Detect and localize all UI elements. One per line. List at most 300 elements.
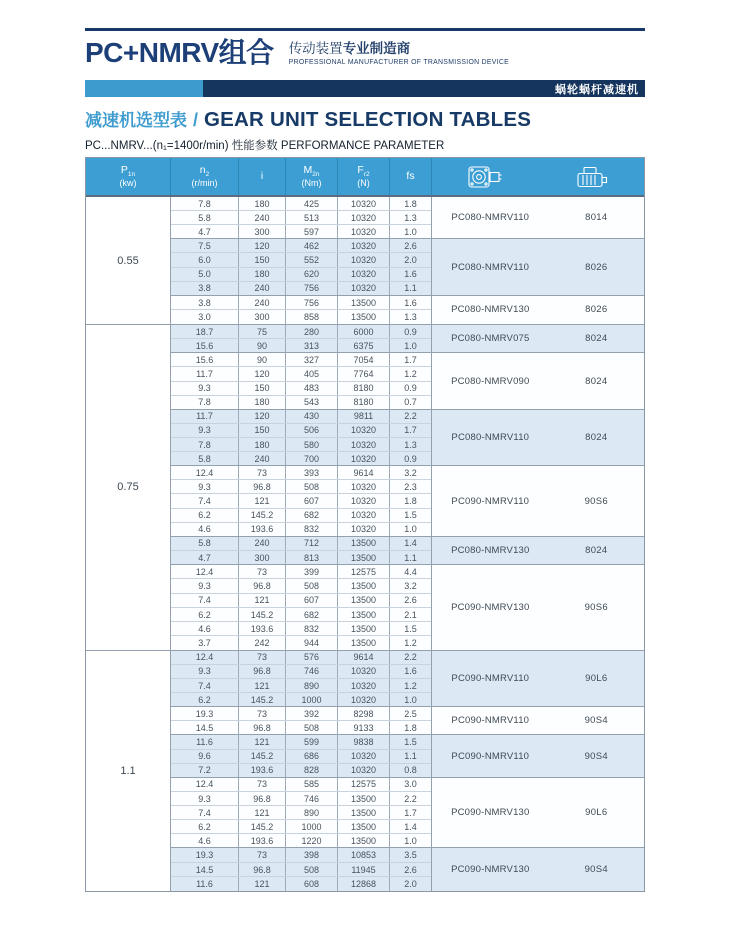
value-cell: 3.8 [171, 296, 239, 310]
value-cell: 608 [286, 877, 338, 890]
value-cell: 3.5 [404, 850, 417, 861]
value-cell: 180 [239, 438, 286, 451]
value-cell: 890 [286, 806, 338, 819]
table-row [171, 466, 431, 480]
value-cell: 3.2 [404, 580, 417, 591]
value-cell: 8298 [338, 707, 390, 720]
value-cell: 240 [239, 211, 286, 224]
motor-size-code: 8024 [585, 375, 608, 387]
gearbox-icon [467, 165, 503, 189]
brand-tagline [289, 41, 509, 67]
value-cell: 620 [286, 268, 338, 281]
table-row [171, 594, 431, 608]
value-cell: 6.2 [171, 509, 239, 522]
value-cell: 607 [286, 594, 338, 607]
value-cell: 150 [239, 424, 286, 437]
value-cell: 180 [239, 197, 286, 210]
banner-category-label: 蜗轮蜗杆减速机 [203, 80, 645, 97]
value-cell: 19.3 [171, 707, 239, 720]
gear-unit-model: PC090-NMRV110 [451, 715, 530, 727]
value-cell: 483 [286, 382, 338, 395]
value-cell: 96.8 [239, 480, 286, 493]
value-cell: 13500 [338, 310, 390, 324]
gear-unit-model: PC090-NMRV130 [451, 807, 530, 819]
value-cell: 8180 [338, 382, 390, 395]
motor-size-code: 90S4 [584, 750, 608, 762]
value-cell: 2.1 [404, 609, 417, 620]
group-rows [171, 325, 432, 352]
page-title-separator: / [193, 110, 199, 130]
value-cell: 9614 [338, 466, 390, 479]
value-cell: 0.9 [404, 453, 417, 464]
group-rows [171, 353, 432, 408]
power-section [86, 197, 644, 325]
model-group [171, 197, 644, 239]
value-cell: 15.6 [171, 353, 239, 366]
table-row [171, 863, 431, 877]
value-cell: 2.2 [404, 793, 417, 804]
value-cell: 393 [286, 466, 338, 479]
table-row [171, 820, 431, 834]
group-rows [171, 848, 432, 890]
value-cell: 1.0 [404, 524, 417, 535]
model-group [171, 735, 644, 777]
value-cell: 9.3 [171, 665, 239, 678]
value-cell: 73 [239, 848, 286, 861]
value-cell: 1.2 [404, 368, 417, 379]
value-cell: 508 [286, 579, 338, 592]
value-cell: 513 [286, 211, 338, 224]
value-cell: 11945 [338, 863, 390, 876]
value-cell: 1.7 [404, 425, 417, 436]
motor-size-code: 90L6 [585, 673, 608, 685]
value-cell: 0.9 [404, 383, 417, 394]
group-rows [171, 778, 432, 848]
table-row [171, 494, 431, 508]
value-cell: 10320 [338, 750, 390, 763]
value-cell: 1.5 [404, 737, 417, 748]
model-group [171, 537, 644, 565]
value-cell: 405 [286, 367, 338, 380]
value-cell: 14.5 [171, 863, 239, 876]
value-cell: 10320 [338, 679, 390, 692]
value-cell: 242 [239, 636, 286, 649]
value-cell: 3.0 [171, 310, 239, 324]
value-cell: 9.3 [171, 382, 239, 395]
page-title-cn: 减速机选型表 [85, 111, 187, 130]
value-cell: 121 [239, 806, 286, 819]
value-cell: 10320 [338, 438, 390, 451]
col-header-units [432, 158, 644, 195]
table-row [171, 665, 431, 679]
col-header-power: $P_{1n}$ (kw) [86, 158, 171, 195]
value-cell: 700 [286, 452, 338, 465]
model-group [171, 466, 644, 537]
value-cell: 73 [239, 707, 286, 720]
value-cell: 599 [286, 735, 338, 748]
value-cell: 240 [239, 452, 286, 465]
value-cell: 506 [286, 424, 338, 437]
value-cell: 7.4 [171, 679, 239, 692]
value-cell: 240 [239, 296, 286, 310]
value-cell: 90 [239, 339, 286, 352]
value-cell: 4.7 [171, 551, 239, 564]
value-cell: 3.8 [171, 282, 239, 295]
value-cell: 828 [286, 764, 338, 777]
unit-cell [432, 848, 644, 890]
value-cell: 18.7 [171, 325, 239, 338]
value-cell: 0.9 [404, 326, 417, 337]
value-cell: 9.3 [171, 424, 239, 437]
value-cell: 682 [286, 608, 338, 621]
table-row [171, 268, 431, 282]
gear-unit-model: PC080-NMRV110 [451, 212, 530, 224]
value-cell: 890 [286, 679, 338, 692]
value-cell: 858 [286, 310, 338, 324]
value-cell: 0.7 [404, 397, 417, 408]
table-row [171, 382, 431, 396]
value-cell: 832 [286, 523, 338, 536]
value-cell: 813 [286, 551, 338, 564]
table-row [171, 834, 431, 847]
page-title [85, 106, 645, 132]
value-cell: 7.4 [171, 494, 239, 507]
unit-cell [432, 325, 644, 352]
value-cell: 12575 [338, 565, 390, 578]
value-cell: 12.4 [171, 651, 239, 664]
value-cell: 145.2 [239, 693, 286, 706]
motor-size-code: 90S4 [584, 715, 608, 727]
value-cell: 121 [239, 877, 286, 890]
table-row [171, 296, 431, 311]
motor-icon [573, 165, 609, 189]
table-row [171, 239, 431, 253]
value-cell: 1220 [286, 834, 338, 847]
value-cell: 5.8 [171, 537, 239, 550]
value-cell: 756 [286, 282, 338, 295]
value-cell: 552 [286, 253, 338, 266]
value-cell: 462 [286, 239, 338, 252]
gear-unit-model: PC090-NMRV130 [451, 601, 530, 613]
value-cell: 96.8 [239, 579, 286, 592]
table-row [171, 608, 431, 622]
value-cell: 13500 [338, 622, 390, 635]
table-header-row [86, 158, 644, 197]
value-cell: 13500 [338, 608, 390, 621]
value-cell: 313 [286, 339, 338, 352]
value-cell: 9614 [338, 651, 390, 664]
gear-unit-model: PC090-NMRV110 [451, 495, 530, 507]
tagline-en: PROFESSIONAL MANUFACTURER OF TRANSMISSION DEVICE [288, 59, 510, 66]
value-cell: 7.8 [171, 438, 239, 451]
value-cell: 1.1 [404, 751, 417, 762]
table-row [171, 565, 431, 579]
model-group [171, 565, 644, 650]
value-cell: 10320 [338, 211, 390, 224]
table-row [171, 679, 431, 693]
value-cell: 508 [286, 721, 338, 734]
table-row [171, 197, 431, 211]
value-cell: 10853 [338, 848, 390, 861]
value-cell: 1.6 [404, 666, 417, 677]
value-cell: 1.5 [404, 623, 417, 634]
value-cell: 10320 [338, 282, 390, 295]
value-cell: 5.0 [171, 268, 239, 281]
value-cell: 240 [239, 537, 286, 550]
value-cell: 7.4 [171, 594, 239, 607]
table-row [171, 325, 431, 339]
value-cell: 13500 [338, 551, 390, 564]
model-group [171, 848, 644, 890]
value-cell: 0.8 [404, 765, 417, 776]
value-cell: 145.2 [239, 608, 286, 621]
value-cell: 11.6 [171, 877, 239, 890]
unit-cell [432, 651, 644, 706]
model-group [171, 296, 644, 324]
value-cell: 1.1 [404, 283, 417, 294]
tagline-cn: 传动装置专业制造商 [288, 40, 411, 56]
value-cell: 1.3 [404, 212, 417, 223]
value-cell: 120 [239, 239, 286, 252]
table-row [171, 452, 431, 465]
table-row [171, 410, 431, 424]
value-cell: 1.2 [404, 638, 417, 649]
value-cell: 12.4 [171, 778, 239, 791]
value-cell: 193.6 [239, 523, 286, 536]
unit-cell [432, 466, 644, 536]
table-row [171, 622, 431, 636]
value-cell: 1.4 [404, 538, 417, 549]
value-cell: 300 [239, 225, 286, 238]
value-cell: 9838 [338, 735, 390, 748]
value-cell: 2.2 [404, 652, 417, 663]
value-cell: 4.6 [171, 622, 239, 635]
value-cell: 9.3 [171, 480, 239, 493]
group-rows [171, 651, 432, 706]
power-section [86, 651, 644, 891]
page-title-en: GEAR UNIT SELECTION TABLES [204, 108, 532, 131]
model-groups [171, 651, 644, 891]
value-cell: 4.6 [171, 834, 239, 847]
value-cell: 2.6 [404, 864, 417, 875]
value-cell: 1.8 [404, 496, 417, 507]
value-cell: 1.3 [404, 312, 417, 323]
gear-unit-model: PC080-NMRV110 [451, 432, 530, 443]
value-cell: 10320 [338, 509, 390, 522]
table-subtitle: PC...NMRV...(n₁=1400r/min) 性能参数 PERFORMANCE PARAMETER [85, 140, 445, 152]
power-value: 1.1 [86, 651, 171, 891]
motor-size-code: 8026 [585, 304, 608, 316]
value-cell: 12.4 [171, 565, 239, 578]
value-cell: 1.6 [404, 269, 417, 280]
value-cell: 9.3 [171, 579, 239, 592]
model-group [171, 239, 644, 295]
value-cell: 425 [286, 197, 338, 210]
col-header-radial-load: $F_{r2}$ (N) [338, 158, 390, 195]
value-cell: 10320 [338, 239, 390, 252]
value-cell: 280 [286, 325, 338, 338]
value-cell: 1.5 [404, 510, 417, 521]
value-cell: 430 [286, 410, 338, 423]
banner-accent-block [85, 80, 203, 97]
unit-cell [432, 778, 644, 848]
value-cell: 13500 [338, 636, 390, 649]
group-rows [171, 296, 432, 324]
value-cell: 11.6 [171, 735, 239, 748]
motor-size-code: 90S6 [584, 601, 608, 613]
value-cell: 10320 [338, 523, 390, 536]
value-cell: 11.7 [171, 367, 239, 380]
value-cell: 10320 [338, 424, 390, 437]
table-row [171, 651, 431, 665]
value-cell: 1000 [286, 693, 338, 706]
table-row [171, 438, 431, 452]
value-cell: 13500 [338, 594, 390, 607]
value-cell: 682 [286, 509, 338, 522]
table-row [171, 211, 431, 225]
value-cell: 2.2 [404, 411, 417, 422]
page-header [85, 39, 645, 67]
value-cell: 10320 [338, 693, 390, 706]
table-row [171, 848, 431, 862]
value-cell: 2.6 [404, 240, 417, 251]
group-rows [171, 707, 432, 734]
value-cell: 96.8 [239, 792, 286, 805]
model-group [171, 325, 644, 353]
value-cell: 7764 [338, 367, 390, 380]
value-cell: 193.6 [239, 764, 286, 777]
gear-unit-model: PC090-NMRV110 [451, 673, 530, 685]
value-cell: 399 [286, 565, 338, 578]
value-cell: 4.4 [404, 566, 417, 577]
value-cell: 13500 [338, 806, 390, 819]
group-rows [171, 410, 432, 465]
value-cell: 10320 [338, 665, 390, 678]
value-cell: 9811 [338, 410, 390, 423]
value-cell: 5.8 [171, 452, 239, 465]
table-row [171, 424, 431, 438]
value-cell: 12575 [338, 778, 390, 791]
table-row [171, 523, 431, 536]
value-cell: 12.4 [171, 466, 239, 479]
table-row [171, 367, 431, 381]
model-group [171, 707, 644, 735]
value-cell: 2.5 [404, 708, 417, 719]
group-rows [171, 466, 432, 536]
value-cell: 121 [239, 594, 286, 607]
value-cell: 145.2 [239, 750, 286, 763]
value-cell: 13500 [338, 820, 390, 833]
table-row [171, 764, 431, 777]
table-row [171, 551, 431, 564]
model-group [171, 651, 644, 707]
motor-size-code: 90S6 [584, 495, 608, 507]
value-cell: 8180 [338, 396, 390, 409]
motor-size-code: 90S4 [584, 864, 608, 876]
value-cell: 944 [286, 636, 338, 649]
power-value: 0.75 [86, 325, 171, 650]
value-cell: 180 [239, 396, 286, 409]
value-cell: 2.0 [404, 255, 417, 266]
unit-cell [432, 410, 644, 465]
unit-cell [432, 197, 644, 238]
table-row [171, 636, 431, 649]
value-cell: 193.6 [239, 834, 286, 847]
motor-size-code: 90L6 [585, 807, 608, 819]
table-row [171, 750, 431, 764]
value-cell: 10320 [338, 452, 390, 465]
value-cell: 10320 [338, 764, 390, 777]
gear-unit-model: PC090-NMRV110 [451, 750, 530, 762]
value-cell: 580 [286, 438, 338, 451]
value-cell: 10320 [338, 480, 390, 493]
value-cell: 13500 [338, 792, 390, 805]
group-rows [171, 197, 432, 238]
table-row [171, 282, 431, 295]
value-cell: 1.4 [404, 821, 417, 832]
value-cell: 9.3 [171, 792, 239, 805]
unit-cell [432, 239, 644, 294]
unit-cell [432, 707, 644, 734]
value-cell: 7054 [338, 353, 390, 366]
col-header-service-factor: fs [390, 158, 432, 195]
value-cell: 10320 [338, 225, 390, 238]
value-cell: 6375 [338, 339, 390, 352]
value-cell: 1.0 [404, 835, 417, 846]
value-cell: 300 [239, 310, 286, 324]
value-cell: 13500 [338, 834, 390, 847]
value-cell: 3.7 [171, 636, 239, 649]
table-row [171, 877, 431, 890]
value-cell: 1.3 [404, 439, 417, 450]
value-cell: 712 [286, 537, 338, 550]
value-cell: 90 [239, 353, 286, 366]
value-cell: 3.0 [404, 779, 417, 790]
value-cell: 120 [239, 410, 286, 423]
category-banner [85, 80, 645, 97]
value-cell: 10320 [338, 268, 390, 281]
value-cell: 13500 [338, 579, 390, 592]
unit-cell [432, 537, 644, 564]
value-cell: 1.1 [404, 552, 417, 563]
value-cell: 73 [239, 778, 286, 791]
value-cell: 756 [286, 296, 338, 310]
col-header-torque: $M_{2n}$ (Nm) [286, 158, 338, 195]
power-value: 0.55 [86, 197, 171, 324]
table-row [171, 310, 431, 324]
value-cell: 1.6 [404, 297, 417, 308]
value-cell: 7.2 [171, 764, 239, 777]
table-row [171, 225, 431, 238]
value-cell: 96.8 [239, 665, 286, 678]
top-divider [85, 28, 645, 31]
table-row [171, 707, 431, 721]
table-row [171, 721, 431, 734]
table-row [171, 253, 431, 267]
table-row [171, 806, 431, 820]
value-cell: 398 [286, 848, 338, 861]
value-cell: 508 [286, 863, 338, 876]
value-cell: 1000 [286, 820, 338, 833]
value-cell: 7.5 [171, 239, 239, 252]
group-rows [171, 565, 432, 650]
value-cell: 1.0 [404, 226, 417, 237]
power-section [86, 325, 644, 651]
group-rows [171, 735, 432, 776]
value-cell: 508 [286, 480, 338, 493]
motor-size-code: 8014 [585, 212, 608, 224]
value-cell: 145.2 [239, 509, 286, 522]
